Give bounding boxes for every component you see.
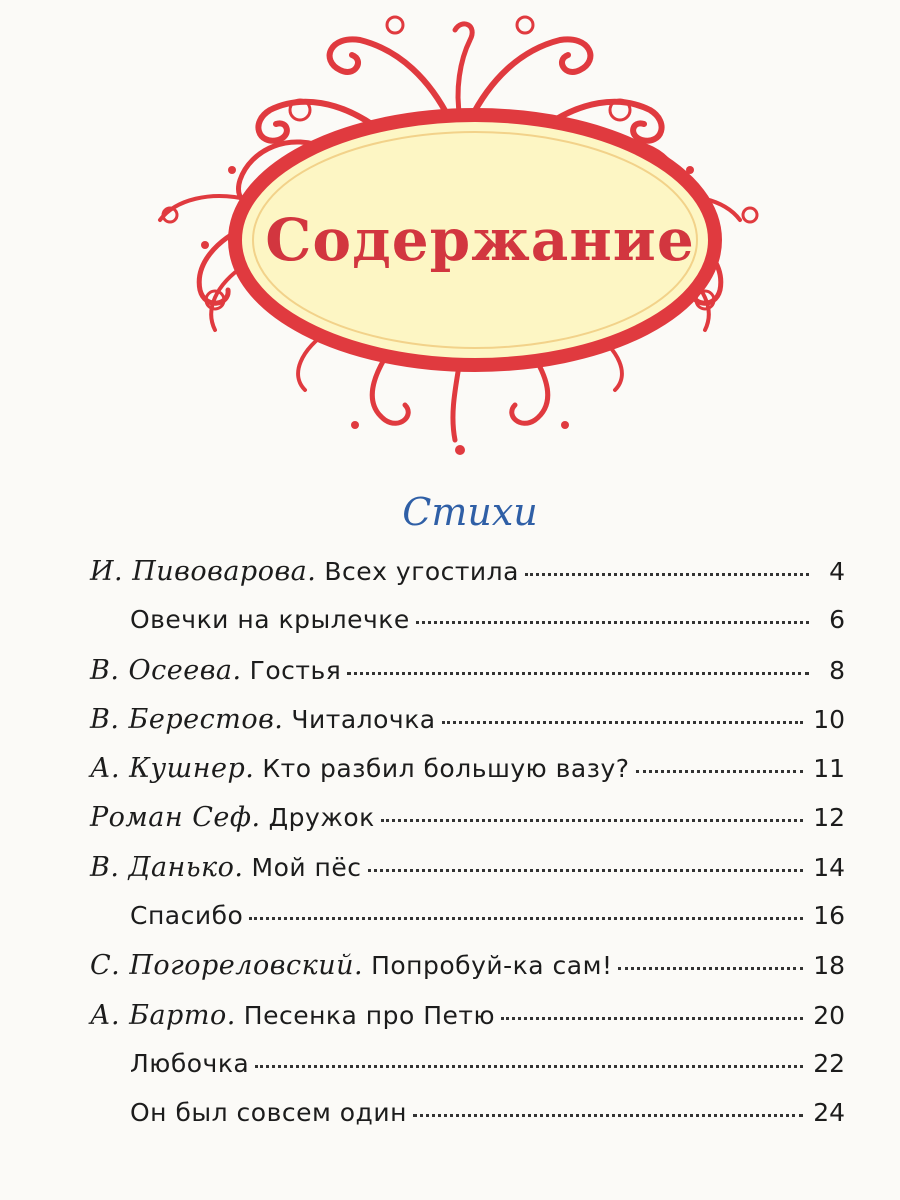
toc-entry[interactable] — [90, 1049, 845, 1098]
toc-entry[interactable] — [90, 704, 845, 753]
toc-title: Овечки на крылечке — [130, 605, 410, 635]
dot-leader — [255, 1065, 803, 1068]
dot-leader — [442, 721, 804, 724]
toc-entry[interactable] — [90, 556, 845, 605]
toc-title: Кто разбил большую вазу? — [262, 754, 630, 784]
toc-entry[interactable] — [90, 901, 845, 950]
toc-author: Роман Сеф. — [90, 802, 261, 834]
toc-entry[interactable] — [90, 655, 845, 704]
toc-page-number: 11 — [813, 754, 845, 784]
dot-leader — [368, 869, 804, 872]
table-of-contents — [90, 556, 845, 1148]
toc-entry[interactable] — [90, 1000, 845, 1049]
toc-title: Всех угостила — [324, 557, 519, 586]
toc-entry[interactable] — [90, 605, 845, 654]
toc-author: А. Кушнер. — [90, 753, 255, 785]
toc-page-number: 8 — [829, 655, 845, 685]
toc-title: Песенка про Петю — [243, 1000, 496, 1030]
toc-author: А. Барто. — [90, 999, 236, 1031]
dot-leader — [525, 573, 809, 576]
toc-page-number: 4 — [829, 557, 845, 586]
toc-page-number: 12 — [813, 803, 845, 833]
toc-title: Спасибо — [130, 901, 244, 931]
toc-page-number: 6 — [829, 605, 845, 635]
toc-page-number: 22 — [813, 1048, 845, 1078]
toc-title: Дружок — [268, 803, 375, 833]
section-heading: Стихи — [402, 490, 538, 534]
toc-entry[interactable] — [90, 802, 845, 851]
toc-title: Читалочка — [291, 704, 436, 734]
toc-title: Гостья — [249, 655, 342, 685]
toc-page-number: 24 — [813, 1098, 845, 1128]
dot-leader — [249, 917, 803, 920]
toc-entry[interactable] — [90, 1098, 845, 1147]
toc-title: Он был совсем один — [130, 1098, 407, 1128]
dot-leader — [347, 672, 809, 675]
dot-leader — [501, 1017, 803, 1020]
toc-page-number: 14 — [813, 852, 845, 882]
dot-leader — [618, 967, 803, 970]
toc-entry[interactable] — [90, 950, 845, 999]
toc-entry[interactable] — [90, 852, 845, 901]
toc-title: Мой пёс — [251, 852, 362, 882]
toc-author: И. Пивоварова. — [90, 556, 317, 587]
toc-page-number: 18 — [813, 951, 845, 981]
toc-author: В. Берестов. — [90, 703, 284, 735]
toc-title: Любочка — [130, 1048, 250, 1078]
dot-leader — [381, 819, 803, 822]
toc-page-number: 20 — [813, 1000, 845, 1030]
toc-page-number: 10 — [813, 704, 845, 734]
dot-leader — [636, 770, 804, 773]
toc-author: В. Данько. — [90, 851, 244, 883]
page-title: Содержание — [265, 206, 695, 274]
toc-page-number: 16 — [813, 901, 845, 931]
toc-author: С. Погореловский. — [90, 950, 364, 982]
toc-author: В. Осеева. — [90, 654, 242, 686]
toc-title: Попробуй-ка сам! — [371, 951, 613, 981]
dot-leader — [416, 621, 809, 624]
dot-leader — [413, 1114, 803, 1117]
toc-entry[interactable] — [90, 753, 845, 802]
